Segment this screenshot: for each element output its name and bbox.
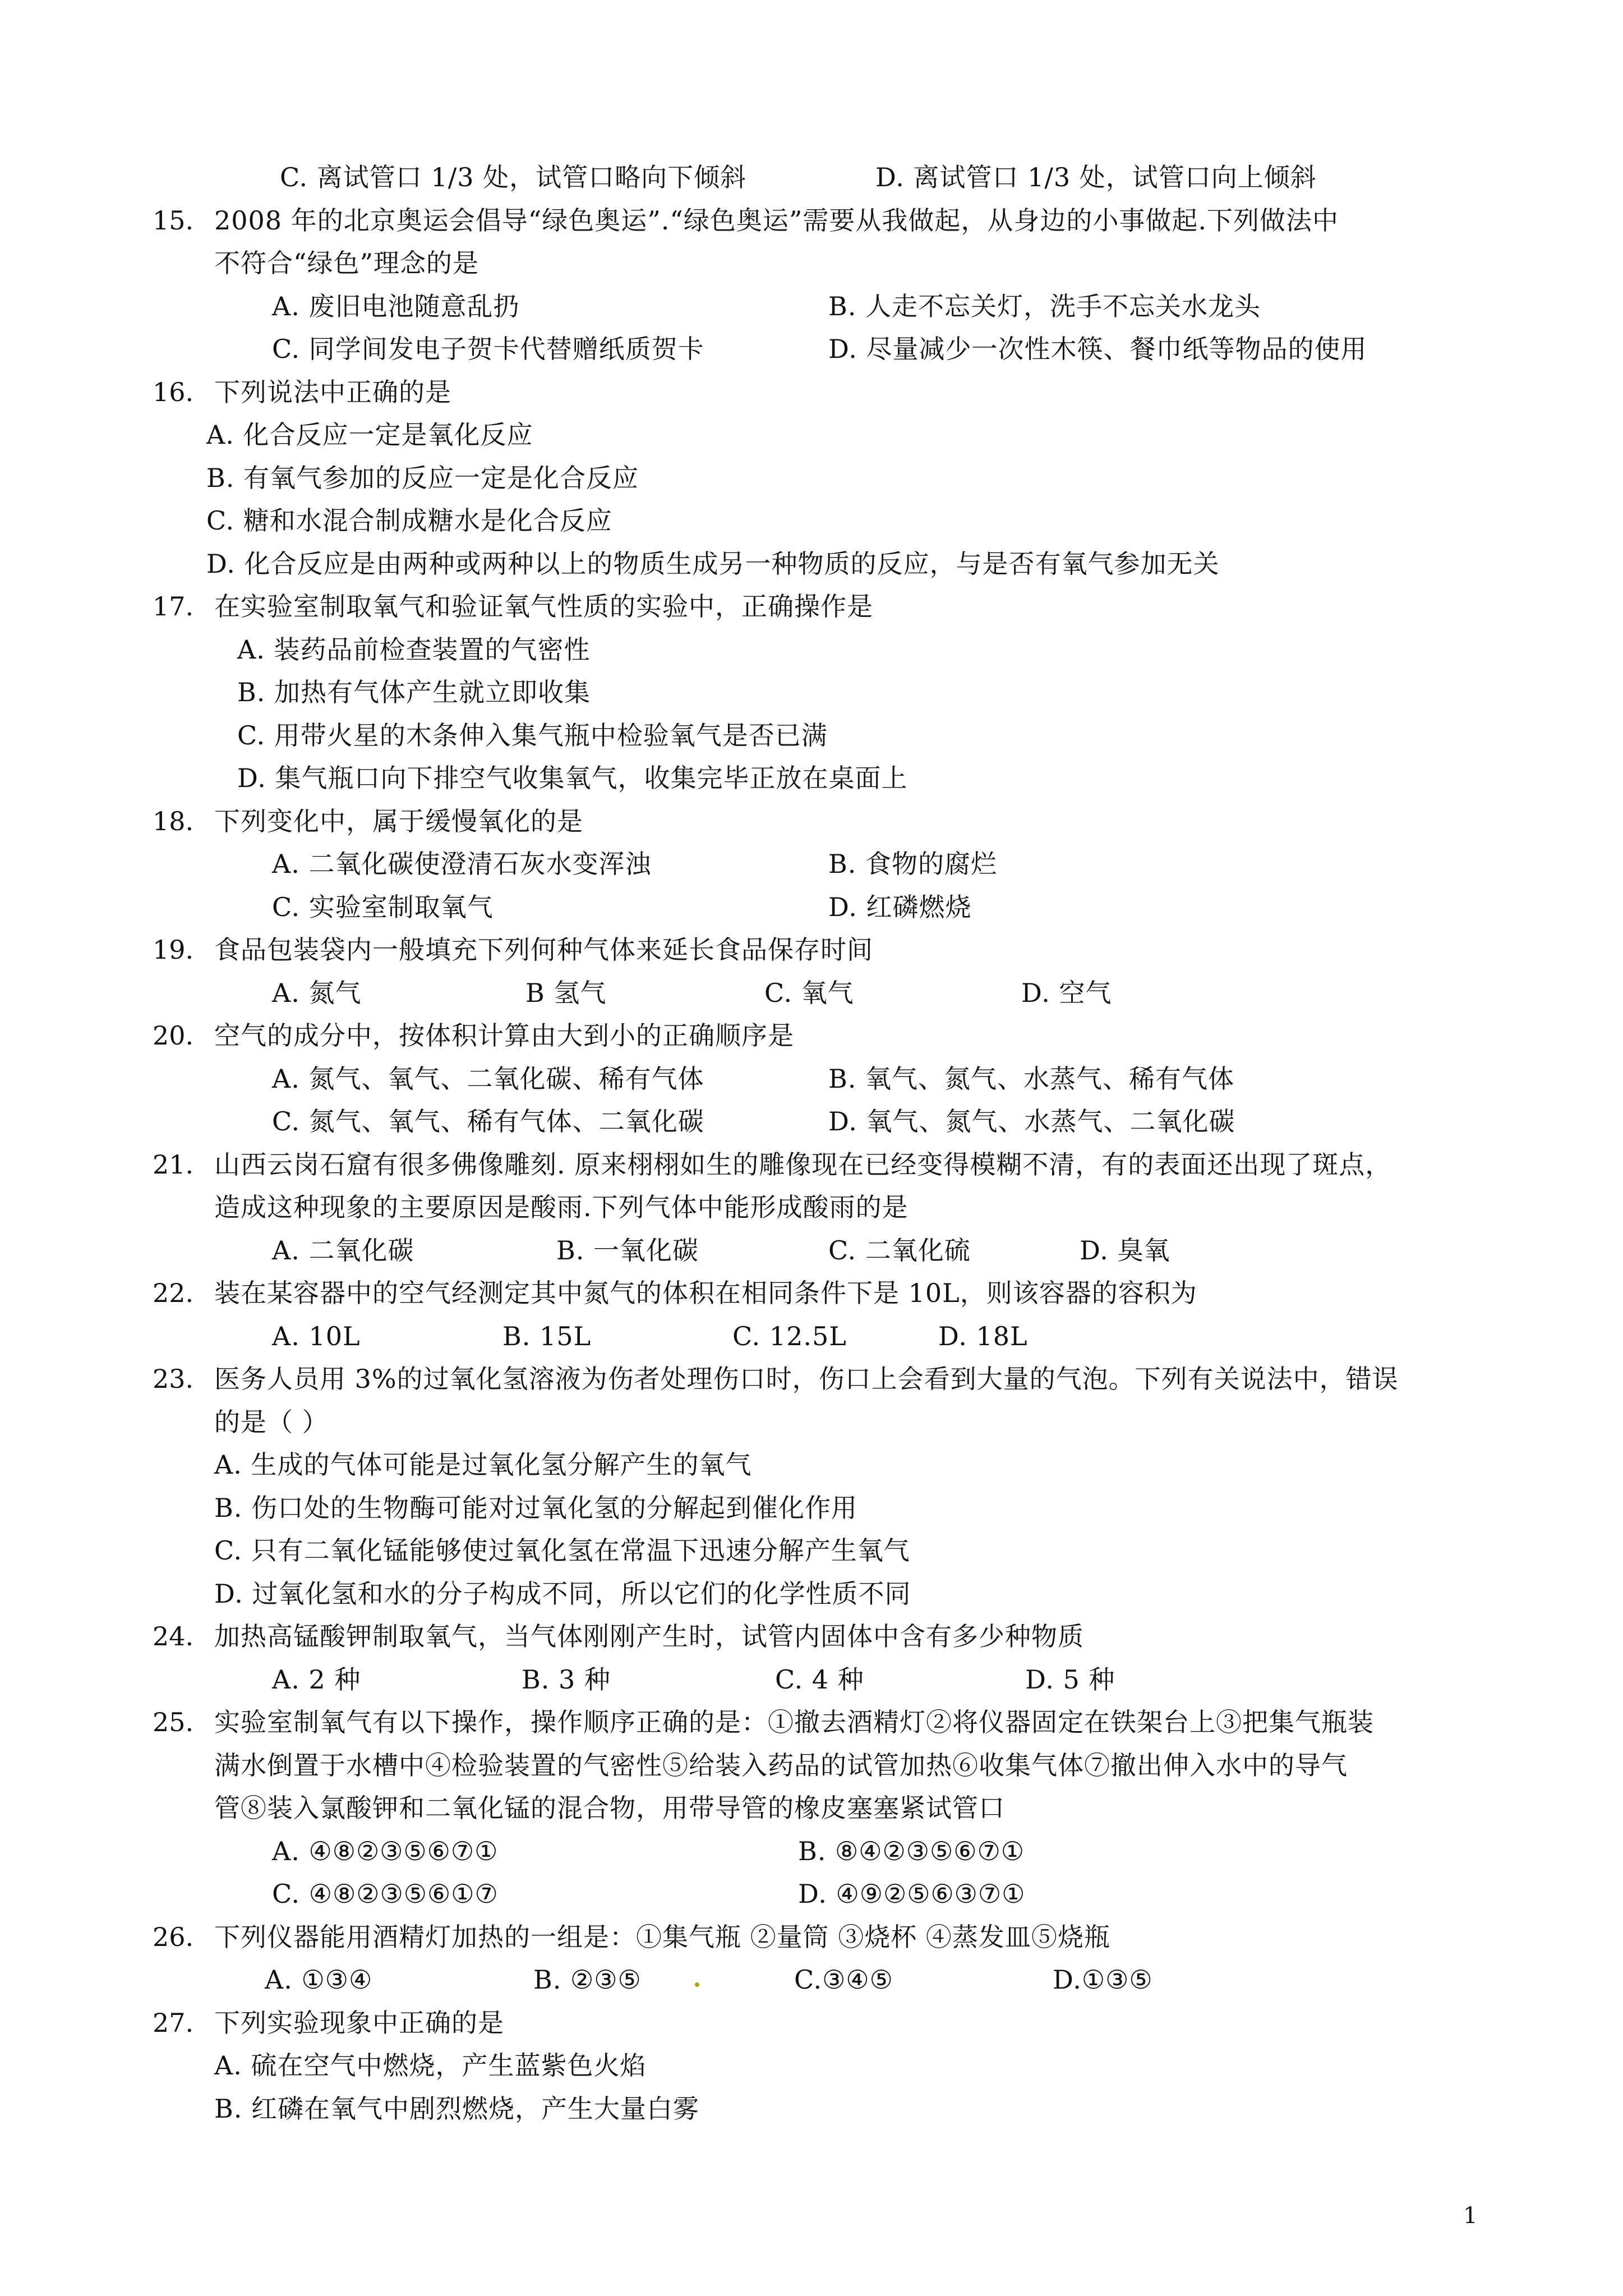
- q22-stem: 装在某容器中的空气经测定其中氮气的体积在相同条件下是 10L，则该容器的容积为: [214, 1278, 1197, 1308]
- q23-stem-line2: 的是（ ）: [214, 1407, 329, 1437]
- q20-stem: 空气的成分中，按体积计算由大到小的正确顺序是: [214, 1020, 794, 1051]
- q25-stem-line1: 实验室制氧气有以下操作，操作顺序正确的是：①撤去酒精灯②将仪器固定在铁架台上③把集气瓶装: [214, 1707, 1374, 1737]
- q27-option-b: B. 红磷在氧气中剧烈燃烧，产生大量白雾: [214, 2093, 700, 2124]
- q21-option-d: D. 臭氧: [1080, 1235, 1170, 1266]
- q25-option-b: B. ⑧④②③⑤⑥⑦①: [798, 1836, 1025, 1866]
- page-number: 1: [1463, 2203, 1478, 2229]
- q15-stem-line2: 不符合“绿色”理念的是: [214, 248, 479, 278]
- q14-option-d: D. 离试管口 1/3 处，试管口向上倾斜: [875, 162, 1317, 192]
- q22-option-c: C. 12.5L: [732, 1321, 847, 1351]
- q27-option-a: A. 硫在空气中燃烧，产生蓝紫色火焰: [214, 2050, 647, 2081]
- q19-stem: 食品包装袋内一般填充下列何种气体来延长食品保存时间: [214, 935, 873, 965]
- q17-option-c: C. 用带火星的木条伸入集气瓶中检验氧气是否已满: [237, 720, 828, 751]
- q19-option-a: A. 氮气: [272, 978, 362, 1008]
- q16-option-b: B. 有氧气参加的反应一定是化合反应: [206, 463, 639, 493]
- q26-option-d: D.①③⑤: [1053, 1964, 1153, 1995]
- q21-number: 21.: [153, 1149, 194, 1180]
- q19-option-c: C. 氧气: [764, 978, 854, 1008]
- q22-option-d: D. 18L: [938, 1321, 1028, 1351]
- q23-number: 23.: [153, 1364, 194, 1394]
- q27-number: 27.: [153, 2008, 194, 2038]
- q19-option-d: D. 空气: [1021, 978, 1112, 1008]
- q23-stem-line1: 医务人员用 3%的过氧化氢溶液为伤者处理伤口时，伤口上会看到大量的气泡。下列有关说法中，错误: [214, 1364, 1399, 1394]
- q20-option-d: D. 氧气、氮气、水蒸气、二氧化碳: [828, 1106, 1235, 1137]
- q14-option-c: C. 离试管口 1/3 处，试管口略向下倾斜: [280, 162, 747, 192]
- q18-option-c: C. 实验室制取氧气: [272, 892, 494, 922]
- q20-option-c: C. 氮气、氧气、稀有气体、二氧化碳: [272, 1106, 704, 1137]
- q16-option-a: A. 化合反应一定是氧化反应: [206, 420, 533, 450]
- q15-option-d: D. 尽量减少一次性木筷、餐巾纸等物品的使用: [828, 334, 1367, 364]
- q19-number: 19.: [153, 935, 194, 965]
- stray-dot: [695, 1982, 699, 1987]
- q24-option-b: B. 3 种: [522, 1664, 611, 1695]
- q15-number: 15.: [153, 205, 194, 236]
- q17-option-d: D. 集气瓶口向下排空气收集氧气，收集完毕正放在桌面上: [237, 763, 908, 793]
- q20-option-a: A. 氮气、氧气、二氧化碳、稀有气体: [272, 1064, 704, 1094]
- q26-option-b: B. ②③⑤: [533, 1964, 642, 1995]
- q21-option-b: B. 一氧化碳: [556, 1235, 699, 1266]
- q15-stem-line1: 2008 年的北京奥运会倡导“绿色奥运”.“绿色奥运”需要从我做起，从身边的小事做起.下列做法中: [214, 205, 1339, 236]
- q15-option-c: C. 同学间发电子贺卡代替赠纸质贺卡: [272, 334, 704, 364]
- q16-option-c: C. 糖和水混合制成糖水是化合反应: [206, 505, 612, 536]
- q27-stem: 下列实验现象中正确的是: [214, 2008, 504, 2038]
- q25-option-d: D. ④⑨②⑤⑥③⑦①: [798, 1879, 1026, 1909]
- q21-option-c: C. 二氧化硫: [828, 1235, 971, 1266]
- q26-option-c: C.③④⑤: [794, 1964, 893, 1995]
- q19-option-b: B 氢气: [525, 978, 607, 1008]
- q16-option-d: D. 化合反应是由两种或两种以上的物质生成另一种物质的反应，与是否有氧气参加无关: [206, 549, 1220, 579]
- q25-option-c: C. ④⑧②③⑤⑥①⑦: [272, 1879, 499, 1909]
- q21-stem-line2: 造成这种现象的主要原因是酸雨.下列气体中能形成酸雨的是: [214, 1192, 909, 1222]
- q21-stem-line1: 山西云岗石窟有很多佛像雕刻. 原来栩栩如生的雕像现在已经变得模糊不清，有的表面还出现了斑点，: [214, 1149, 1392, 1180]
- q18-number: 18.: [153, 806, 194, 836]
- q17-option-a: A. 装药品前检查装置的气密性: [237, 634, 591, 665]
- q18-option-b: B. 食物的腐烂: [828, 849, 998, 879]
- q25-option-a: A. ④⑧②③⑤⑥⑦①: [272, 1836, 499, 1866]
- q24-option-a: A. 2 种: [272, 1664, 361, 1695]
- q17-option-b: B. 加热有气体产生就立即收集: [237, 677, 591, 707]
- q23-option-d: D. 过氧化氢和水的分子构成不同，所以它们的化学性质不同: [214, 1579, 911, 1609]
- q25-stem-line3: 管⑧装入氯酸钾和二氧化锰的混合物，用带导管的橡皮塞塞紧试管口: [214, 1793, 1005, 1823]
- q18-stem: 下列变化中，属于缓慢氧化的是: [214, 806, 583, 836]
- q25-number: 25.: [153, 1707, 194, 1737]
- q23-option-c: C. 只有二氧化锰能够使过氧化氢在常温下迅速分解产生氧气: [214, 1535, 910, 1566]
- q24-option-d: D. 5 种: [1025, 1664, 1115, 1695]
- q26-stem: 下列仪器能用酒精灯加热的一组是：①集气瓶 ②量筒 ③烧杯 ④蒸发皿⑤烧瓶: [214, 1922, 1110, 1952]
- q17-number: 17.: [153, 591, 194, 622]
- q24-stem: 加热高锰酸钾制取氧气，当气体刚刚产生时，试管内固体中含有多少种物质: [214, 1621, 1084, 1651]
- q24-number: 24.: [153, 1621, 194, 1651]
- q21-option-a: A. 二氧化碳: [272, 1235, 414, 1266]
- q23-option-b: B. 伤口处的生物酶可能对过氧化氢的分解起到催化作用: [214, 1493, 858, 1523]
- q20-number: 20.: [153, 1020, 194, 1051]
- q22-number: 22.: [153, 1278, 194, 1308]
- q17-stem: 在实验室制取氧气和验证氧气性质的实验中，正确操作是: [214, 591, 873, 622]
- q16-number: 16.: [153, 377, 194, 407]
- q23-option-a: A. 生成的气体可能是过氧化氢分解产生的氧气: [214, 1450, 752, 1480]
- q20-option-b: B. 氧气、氮气、水蒸气、稀有气体: [828, 1064, 1235, 1094]
- q25-stem-line2: 满水倒置于水槽中④检验装置的气密性⑤给装入药品的试管加热⑥收集气体⑦撤出伸入水中的导气: [214, 1750, 1348, 1780]
- q22-option-a: A. 10L: [272, 1321, 361, 1351]
- q16-stem: 下列说法中正确的是: [214, 377, 451, 407]
- q24-option-c: C. 4 种: [775, 1664, 864, 1695]
- q18-option-d: D. 红磷燃烧: [828, 892, 972, 922]
- q22-option-b: B. 15L: [502, 1321, 592, 1351]
- q15-option-a: A. 废旧电池随意乱扔: [272, 291, 520, 321]
- q26-number: 26.: [153, 1922, 194, 1952]
- q18-option-a: A. 二氧化碳使澄清石灰水变浑浊: [272, 849, 652, 879]
- q26-option-a: A. ①③④: [265, 1964, 373, 1995]
- q15-option-b: B. 人走不忘关灯，洗手不忘关水龙头: [828, 291, 1261, 321]
